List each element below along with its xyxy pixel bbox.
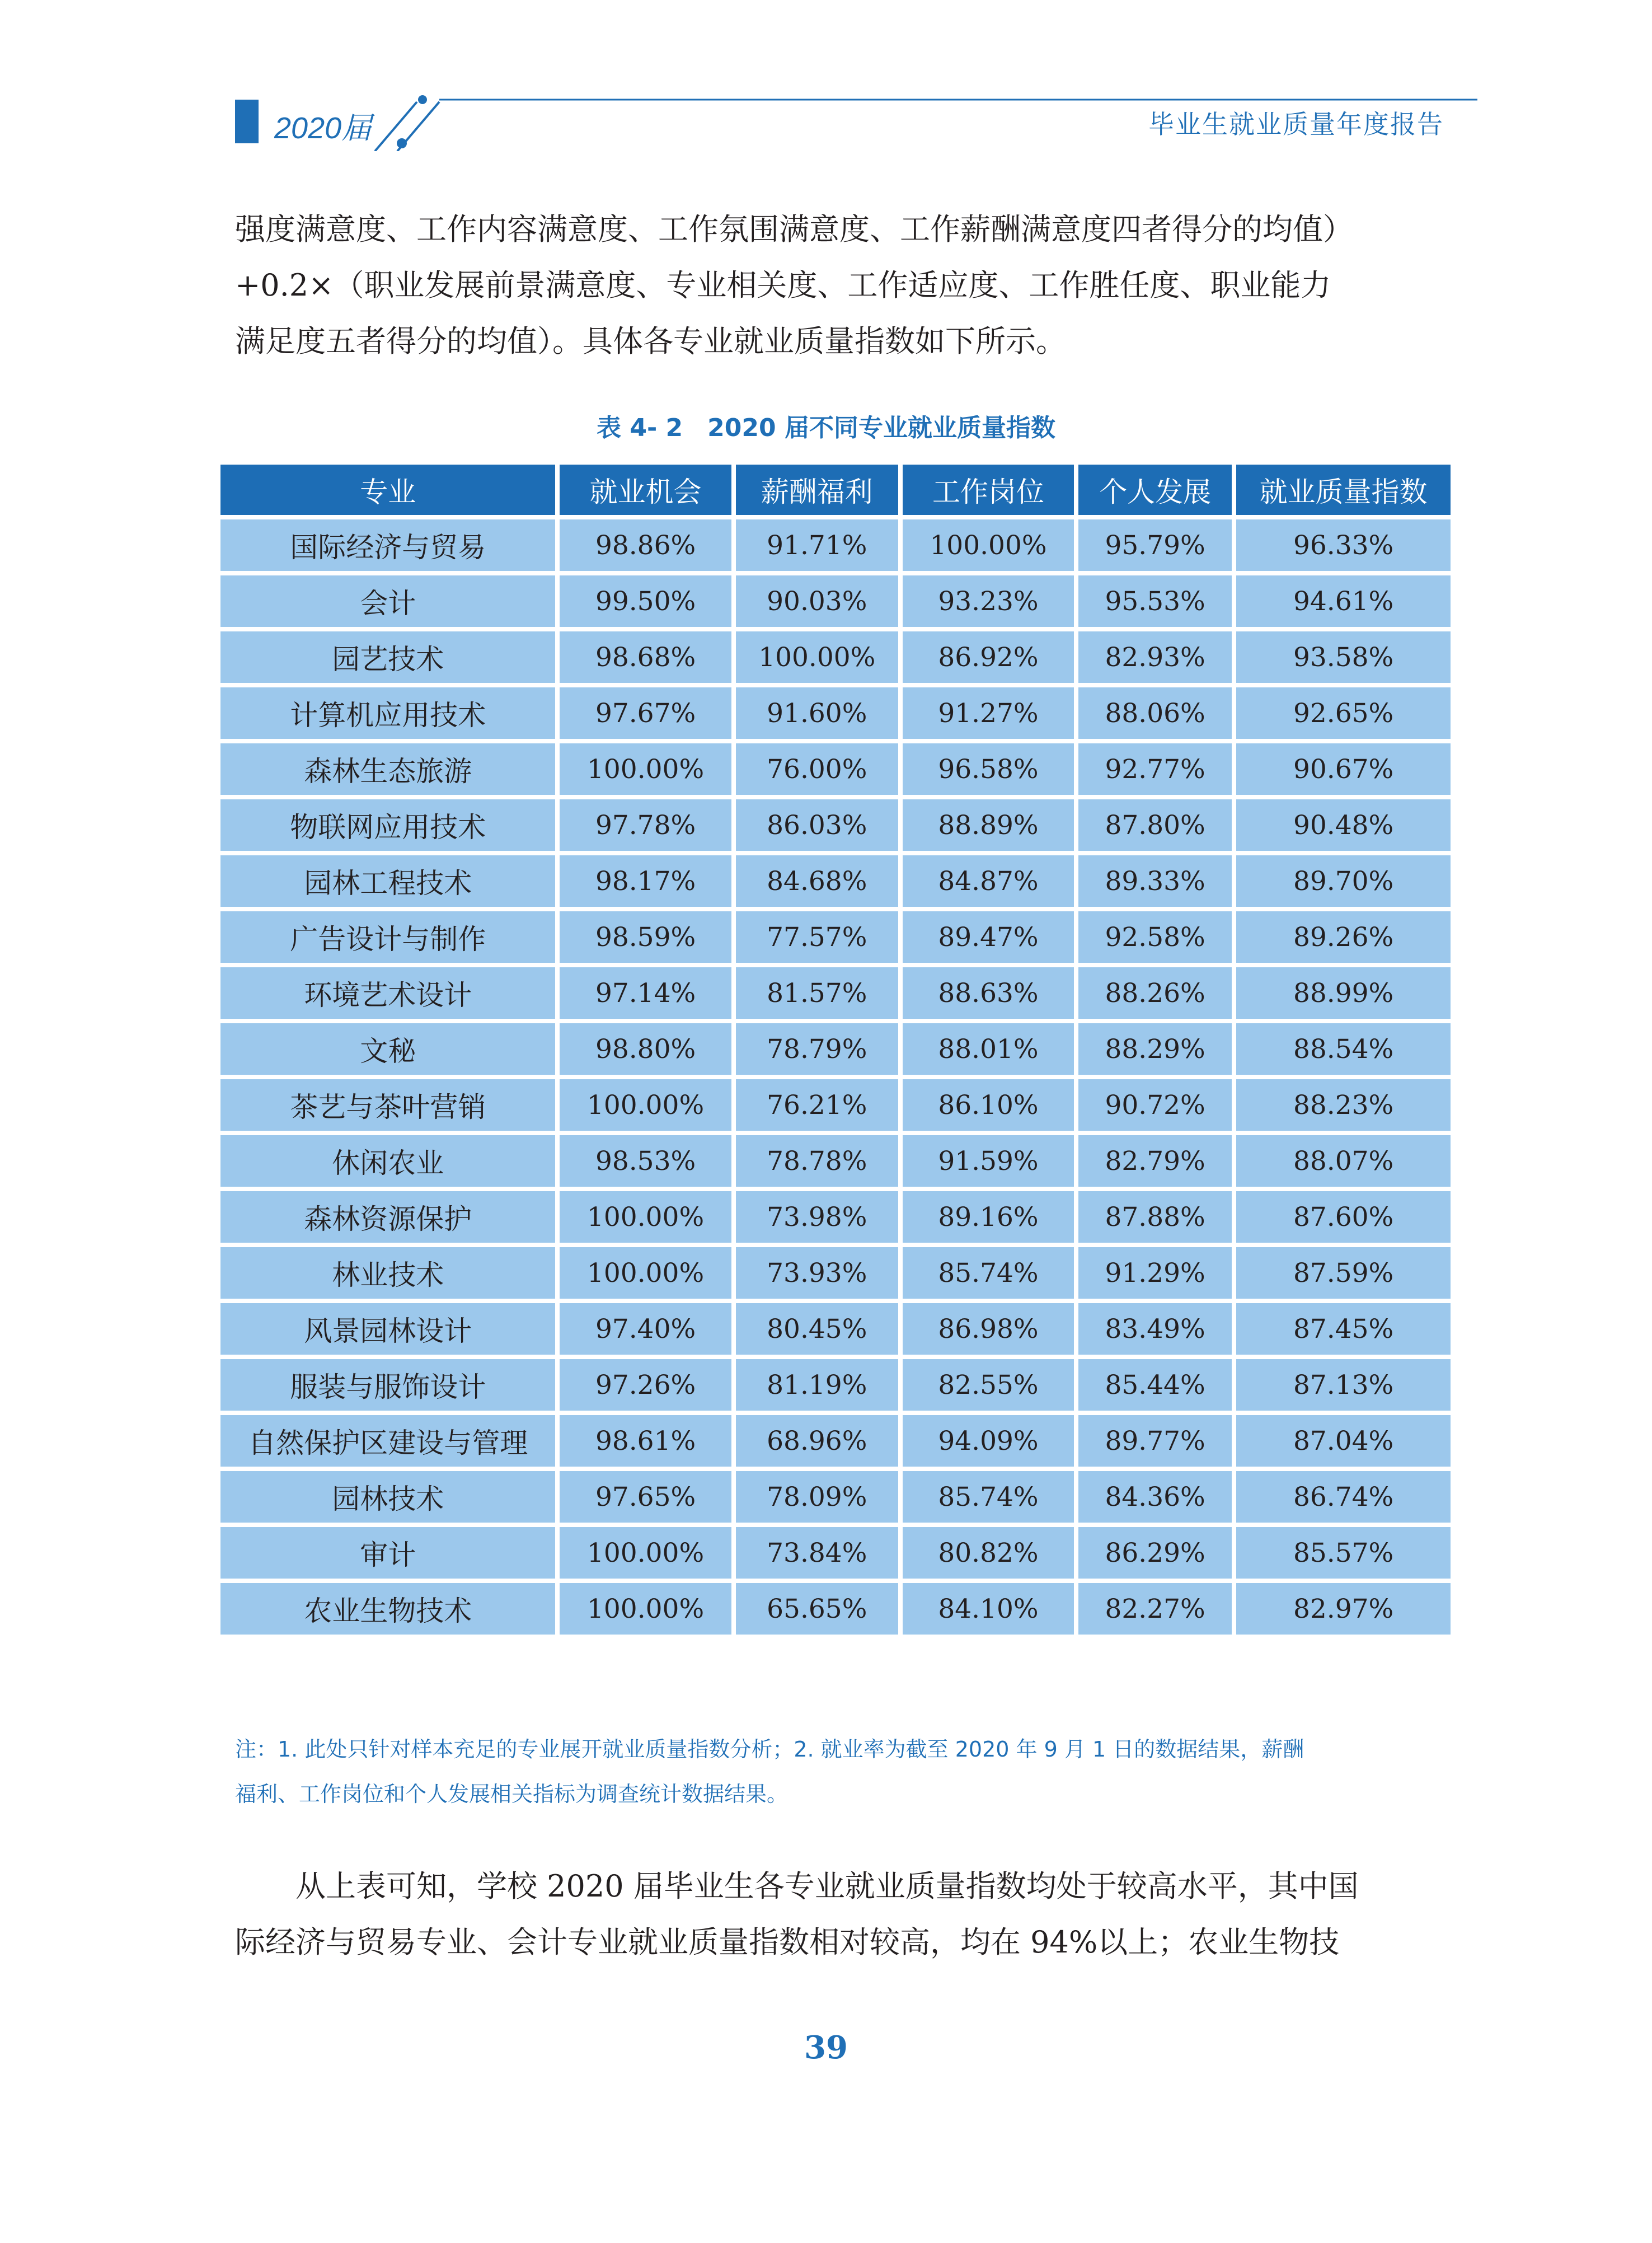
note-line: 福利、工作岗位和个人发展相关指标为调查统计数据结果。 — [235, 1782, 789, 1806]
cell-personal-development: 95.79% — [1078, 519, 1232, 571]
cell-quality-index: 87.59% — [1236, 1247, 1451, 1299]
cell-quality-index: 87.45% — [1236, 1303, 1451, 1355]
cell-quality-index: 82.97% — [1236, 1583, 1451, 1635]
cell-employment-opportunity: 100.00% — [560, 1247, 731, 1299]
cell-salary-benefits: 80.45% — [736, 1303, 898, 1355]
cell-quality-index: 90.67% — [1236, 743, 1451, 795]
cell-personal-development: 92.77% — [1078, 743, 1232, 795]
cell-personal-development: 87.80% — [1078, 799, 1232, 851]
cell-job-position: 82.55% — [903, 1359, 1074, 1411]
table-body — [220, 519, 1451, 1635]
table-row — [220, 1303, 1451, 1355]
cell-salary-benefits: 65.65% — [736, 1583, 898, 1635]
cell-major: 文秘 — [220, 1023, 555, 1075]
table-row — [220, 1135, 1451, 1187]
cell-employment-opportunity: 98.61% — [560, 1415, 731, 1467]
intro-line: 满足度五者得分的均值）。具体各专业就业质量指数如下所示。 — [235, 324, 1066, 359]
cell-job-position: 80.82% — [903, 1527, 1074, 1579]
cell-job-position: 89.47% — [903, 911, 1074, 963]
table-row — [220, 1359, 1451, 1411]
table-row — [220, 575, 1451, 627]
cell-quality-index: 89.26% — [1236, 911, 1451, 963]
cell-employment-opportunity: 97.65% — [560, 1471, 731, 1523]
cell-major: 园艺技术 — [220, 631, 555, 683]
table-row — [220, 799, 1451, 851]
cell-employment-opportunity: 97.78% — [560, 799, 731, 851]
cell-major: 广告设计与制作 — [220, 911, 555, 963]
cell-personal-development: 95.53% — [1078, 575, 1232, 627]
table-row — [220, 743, 1451, 795]
cell-job-position: 96.58% — [903, 743, 1074, 795]
cell-job-position: 91.59% — [903, 1135, 1074, 1187]
intro-line: +0.2×（职业发展前景满意度、专业相关度、工作适应度、工作胜任度、职业能力 — [235, 268, 1331, 303]
cell-personal-development: 89.33% — [1078, 855, 1232, 907]
cell-quality-index: 87.04% — [1236, 1415, 1451, 1467]
cell-major: 茶艺与茶叶营销 — [220, 1079, 555, 1131]
cell-employment-opportunity: 97.26% — [560, 1359, 731, 1411]
col-header-job-position: 工作岗位 — [903, 465, 1074, 515]
cell-personal-development: 87.88% — [1078, 1191, 1232, 1243]
cell-employment-opportunity: 100.00% — [560, 1583, 731, 1635]
table-row — [220, 519, 1451, 571]
cell-personal-development: 86.29% — [1078, 1527, 1232, 1579]
col-header-personal-development: 个人发展 — [1078, 465, 1232, 515]
table-row — [220, 1415, 1451, 1467]
cell-job-position: 91.27% — [903, 687, 1074, 739]
cell-quality-index: 93.58% — [1236, 631, 1451, 683]
cell-job-position: 94.09% — [903, 1415, 1074, 1467]
table-header-row — [220, 465, 1451, 515]
employment-quality-table — [216, 460, 1455, 1639]
header-accent-bar — [235, 100, 259, 143]
cell-employment-opportunity: 97.14% — [560, 967, 731, 1019]
cell-major: 计算机应用技术 — [220, 687, 555, 739]
cell-employment-opportunity: 100.00% — [560, 1079, 731, 1131]
cell-salary-benefits: 76.00% — [736, 743, 898, 795]
cell-personal-development: 90.72% — [1078, 1079, 1232, 1131]
cell-major: 风景园林设计 — [220, 1303, 555, 1355]
table-row — [220, 1191, 1451, 1243]
cell-salary-benefits: 78.09% — [736, 1471, 898, 1523]
cell-major: 物联网应用技术 — [220, 799, 555, 851]
header-year-label: 2020届 — [274, 111, 372, 145]
page-number: 39 — [804, 2029, 848, 2066]
cell-salary-benefits: 73.98% — [736, 1191, 898, 1243]
cell-personal-development: 84.36% — [1078, 1471, 1232, 1523]
cell-employment-opportunity: 98.80% — [560, 1023, 731, 1075]
table-row — [220, 1583, 1451, 1635]
cell-personal-development: 82.93% — [1078, 631, 1232, 683]
cell-job-position: 88.01% — [903, 1023, 1074, 1075]
cell-quality-index: 88.23% — [1236, 1079, 1451, 1131]
cell-major: 自然保护区建设与管理 — [220, 1415, 555, 1467]
col-header-quality-index: 就业质量指数 — [1236, 465, 1451, 515]
cell-quality-index: 92.65% — [1236, 687, 1451, 739]
cell-salary-benefits: 78.79% — [736, 1023, 898, 1075]
cell-job-position: 85.74% — [903, 1471, 1074, 1523]
table-row — [220, 631, 1451, 683]
cell-job-position: 88.89% — [903, 799, 1074, 851]
cell-job-position: 84.87% — [903, 855, 1074, 907]
cell-major: 国际经济与贸易 — [220, 519, 555, 571]
cell-quality-index: 94.61% — [1236, 575, 1451, 627]
cell-employment-opportunity: 100.00% — [560, 1191, 731, 1243]
col-header-salary-benefits: 薪酬福利 — [736, 465, 898, 515]
cell-job-position: 88.63% — [903, 967, 1074, 1019]
conclusion-line: 际经济与贸易专业、会计专业就业质量指数相对较高，均在 94%以上；农业生物技 — [235, 1924, 1340, 1960]
table-row — [220, 1471, 1451, 1523]
cell-quality-index: 88.54% — [1236, 1023, 1451, 1075]
cell-salary-benefits: 81.19% — [736, 1359, 898, 1411]
cell-personal-development: 82.79% — [1078, 1135, 1232, 1187]
cell-job-position: 100.00% — [903, 519, 1074, 571]
cell-job-position: 86.92% — [903, 631, 1074, 683]
cell-employment-opportunity: 98.59% — [560, 911, 731, 963]
cell-salary-benefits: 90.03% — [736, 575, 898, 627]
cell-employment-opportunity: 98.86% — [560, 519, 731, 571]
cell-quality-index: 88.99% — [1236, 967, 1451, 1019]
table-row — [220, 1247, 1451, 1299]
table-note — [235, 1727, 1427, 1816]
cell-personal-development: 92.58% — [1078, 911, 1232, 963]
cell-employment-opportunity: 100.00% — [560, 743, 731, 795]
table-row — [220, 687, 1451, 739]
cell-personal-development: 83.49% — [1078, 1303, 1232, 1355]
table-caption: 表 4- 2 2020 届不同专业就业质量指数 — [597, 414, 1055, 442]
cell-major: 休闲农业 — [220, 1135, 555, 1187]
cell-salary-benefits: 84.68% — [736, 855, 898, 907]
cell-salary-benefits: 78.78% — [736, 1135, 898, 1187]
header-report-title: 毕业生就业质量年度报告 — [1148, 109, 1444, 139]
cell-job-position: 93.23% — [903, 575, 1074, 627]
cell-salary-benefits: 77.57% — [736, 911, 898, 963]
cell-employment-opportunity: 100.00% — [560, 1527, 731, 1579]
conclusion-paragraph — [235, 1858, 1421, 1970]
cell-salary-benefits: 68.96% — [736, 1415, 898, 1467]
col-header-employment-opportunity: 就业机会 — [560, 465, 731, 515]
cell-employment-opportunity: 98.17% — [560, 855, 731, 907]
cell-major: 森林资源保护 — [220, 1191, 555, 1243]
cell-salary-benefits: 76.21% — [736, 1079, 898, 1131]
cell-quality-index: 88.07% — [1236, 1135, 1451, 1187]
cell-quality-index: 96.33% — [1236, 519, 1451, 571]
cell-salary-benefits: 86.03% — [736, 799, 898, 851]
table-row — [220, 1079, 1451, 1131]
cell-personal-development: 89.77% — [1078, 1415, 1232, 1467]
cell-quality-index: 86.74% — [1236, 1471, 1451, 1523]
cell-major: 林业技术 — [220, 1247, 555, 1299]
cell-quality-index: 85.57% — [1236, 1527, 1451, 1579]
cell-major: 森林生态旅游 — [220, 743, 555, 795]
intro-line: 强度满意度、工作内容满意度、工作氛围满意度、工作薪酬满意度四者得分的均值） — [235, 212, 1353, 247]
cell-job-position: 89.16% — [903, 1191, 1074, 1243]
cell-quality-index: 87.60% — [1236, 1191, 1451, 1243]
intro-paragraph — [235, 202, 1421, 369]
cell-job-position: 86.98% — [903, 1303, 1074, 1355]
note-line: 注：1. 此处只针对样本充足的专业展开就业质量指数分析；2. 就业率为截至 2020 年 9 月 1 日的数据结果，薪酬 — [235, 1737, 1304, 1762]
cell-personal-development: 82.27% — [1078, 1583, 1232, 1635]
cell-quality-index: 87.13% — [1236, 1359, 1451, 1411]
table-row — [220, 911, 1451, 963]
cell-salary-benefits: 91.71% — [736, 519, 898, 571]
cell-quality-index: 89.70% — [1236, 855, 1451, 907]
cell-salary-benefits: 73.84% — [736, 1527, 898, 1579]
cell-major: 服装与服饰设计 — [220, 1359, 555, 1411]
conclusion-line: 从上表可知，学校 2020 届毕业生各专业就业质量指数均处于较高水平，其中国 — [295, 1869, 1359, 1904]
cell-salary-benefits: 81.57% — [736, 967, 898, 1019]
cell-personal-development: 88.26% — [1078, 967, 1232, 1019]
cell-major: 园林技术 — [220, 1471, 555, 1523]
cell-employment-opportunity: 98.68% — [560, 631, 731, 683]
cell-personal-development: 91.29% — [1078, 1247, 1232, 1299]
cell-job-position: 85.74% — [903, 1247, 1074, 1299]
table-row — [220, 855, 1451, 907]
table-row — [220, 1527, 1451, 1579]
cell-salary-benefits: 91.60% — [736, 687, 898, 739]
cell-major: 会计 — [220, 575, 555, 627]
cell-personal-development: 85.44% — [1078, 1359, 1232, 1411]
cell-employment-opportunity: 99.50% — [560, 575, 731, 627]
cell-job-position: 84.10% — [903, 1583, 1074, 1635]
table-row — [220, 1023, 1451, 1075]
table-row — [220, 967, 1451, 1019]
cell-personal-development: 88.29% — [1078, 1023, 1232, 1075]
cell-personal-development: 88.06% — [1078, 687, 1232, 739]
cell-major: 农业生物技术 — [220, 1583, 555, 1635]
cell-job-position: 86.10% — [903, 1079, 1074, 1131]
cell-salary-benefits: 73.93% — [736, 1247, 898, 1299]
cell-employment-opportunity: 98.53% — [560, 1135, 731, 1187]
cell-quality-index: 90.48% — [1236, 799, 1451, 851]
cell-salary-benefits: 100.00% — [736, 631, 898, 683]
col-header-major: 专业 — [220, 465, 555, 515]
cell-employment-opportunity: 97.67% — [560, 687, 731, 739]
cell-employment-opportunity: 97.40% — [560, 1303, 731, 1355]
cell-major: 审计 — [220, 1527, 555, 1579]
cell-major: 园林工程技术 — [220, 855, 555, 907]
cell-major: 环境艺术设计 — [220, 967, 555, 1019]
